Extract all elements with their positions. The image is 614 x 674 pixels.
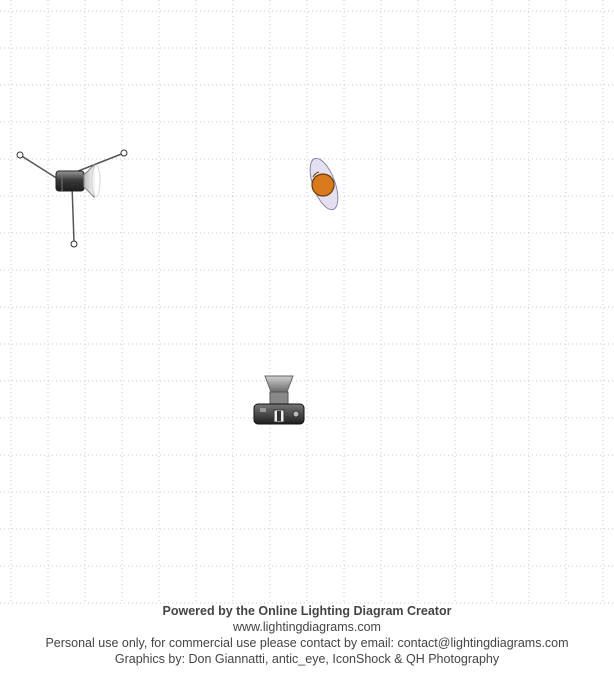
- strobe-on-stand-icon[interactable]: [10, 145, 135, 255]
- footer-credits: [0, 603, 614, 667]
- footer-usage-note: Personal use only, for commercial use please contact by email: contact@lightingdiagrams.com: [45, 636, 569, 650]
- camera-icon[interactable]: [252, 374, 306, 428]
- footer-website[interactable]: www.lightingdiagrams.com: [233, 620, 381, 634]
- footer-graphics-credit: Graphics by: Don Giannatti, antic_eye, IconShock & QH Photography: [114, 652, 500, 666]
- subject-top-view-icon[interactable]: [305, 155, 343, 215]
- footer-powered-by: Powered by the Online Lighting Diagram Creator: [162, 604, 452, 618]
